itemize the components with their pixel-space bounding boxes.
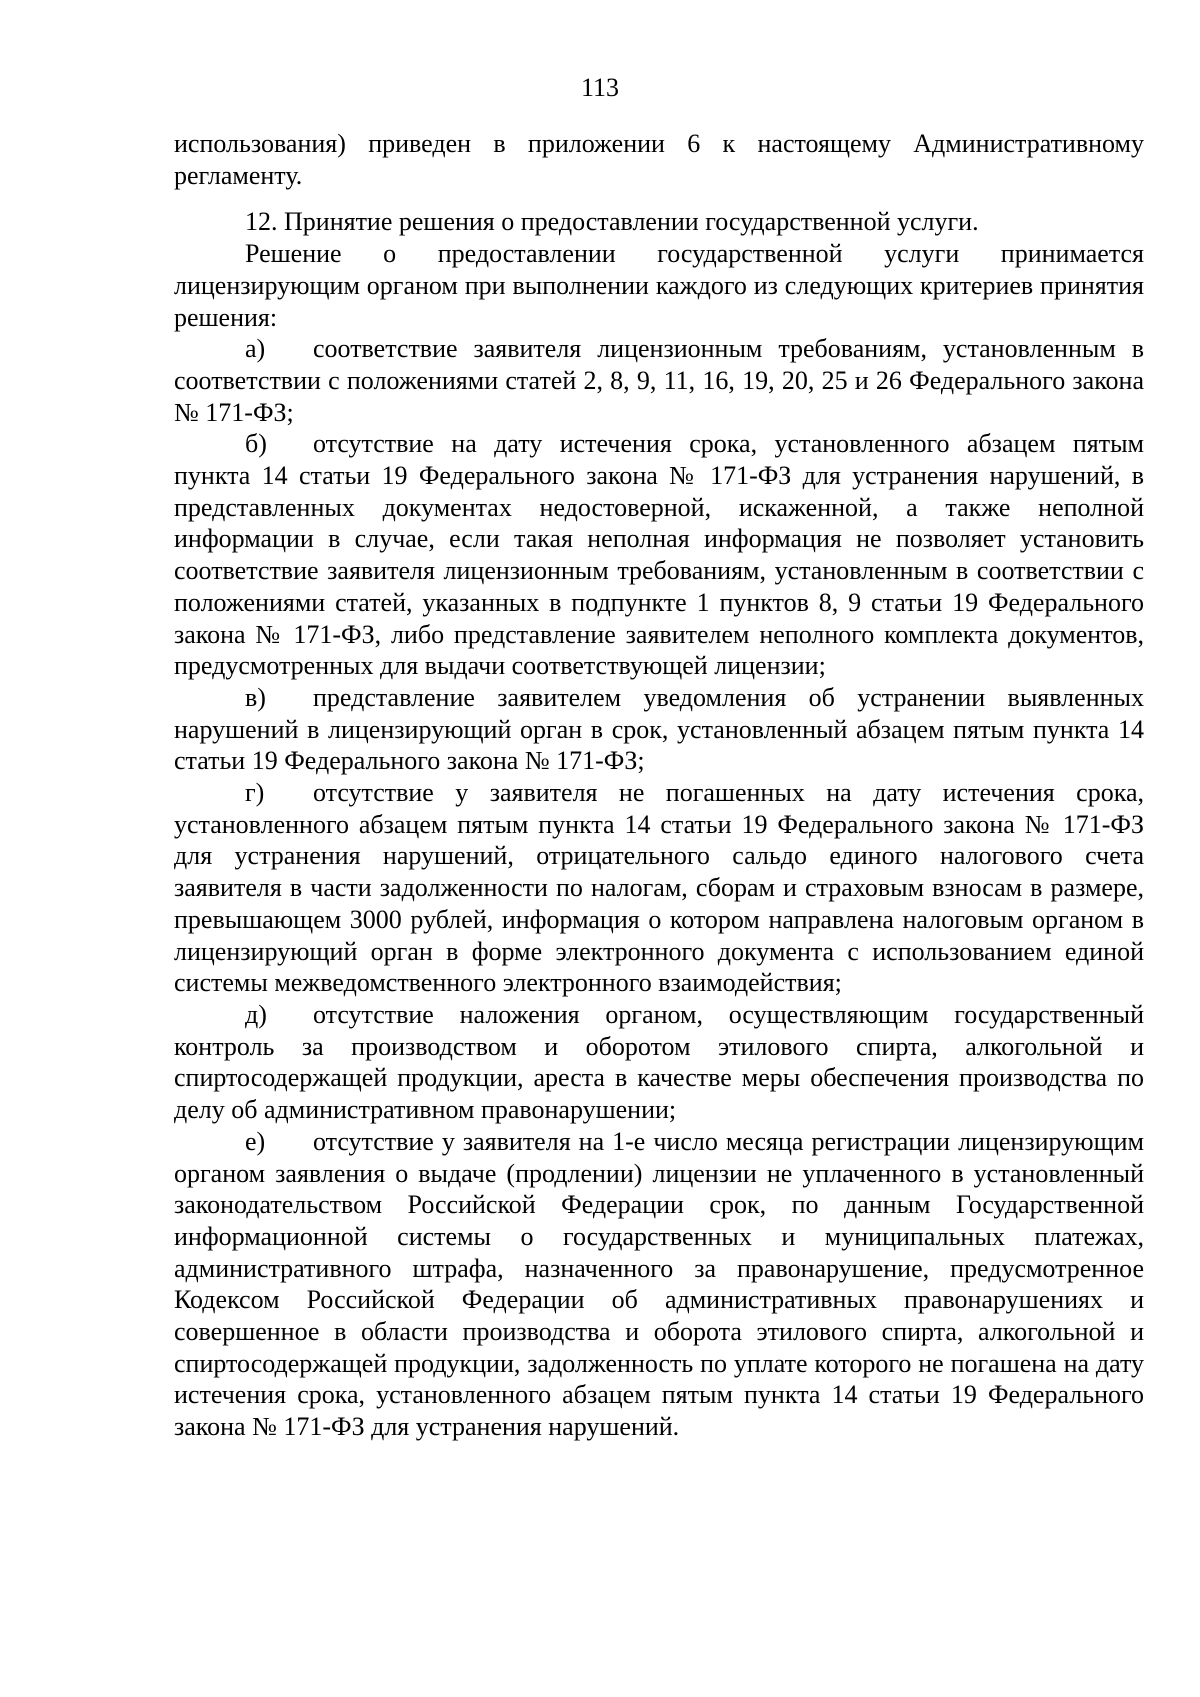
criterion-text: отсутствие наложения органом, осуществляющим государственный контроль за производством и оборотом этилового спирта, алкогольной и спиртосодержащей продукции, ареста в качестве меры обеспечения производства по делу об административном правонарушении; [174,999,1144,1125]
lead-paragraph: Решение о предоставлении государственной услуги принимается лицензирующим органом при выполнении каждого из следующих критериев принятия решения: [174,239,1144,332]
continuation-paragraph: использования) приведен в приложении 6 к настоящему Административному регламенту. [174,129,1144,190]
criterion-text: отсутствие у заявителя не погашенных на дату истечения срока, установленного абзацем пятым пункта 14 статьи 19 Федерального закона № 171-ФЗ для устранения нарушений, отрицательного сальдо единого налогового счета заявителя в части задолженности по налогам, сборам и страховым взносам в размере, превышающем 3000 рублей, информация о котором направлена налоговым органом в лицензирующий орган в форме электронного документа с использованием единой системы межведомственного электронного взаимодействия; [174,778,1144,998]
criterion-letter: а) [245,334,266,364]
criterion-text: отсутствие у заявителя на 1-е число месяца регистрации лицензирующим органом заявления о выдаче (продлении) лицензии не уплаченного в установленный законодательством Российской Федерации срок, по данным Государственной информационной системы о государственных и муниципальных платежах, административного штрафа, назначенного за правонарушение, предусмотренное Кодексом Российской Федерации об административных правонарушениях и совершенное в области производства и оборота этилового спирта, алкогольной и спиртосодержащей продукции, задолженность по уплате которого не погашена на дату истечения срока, установленного абзацем пятым пункта 14 статьи 19 Федерального закона № 171-ФЗ для устранения нарушений. [174,1126,1144,1442]
criterion-letter: е) [245,1126,266,1156]
body-text [174,128,1144,1443]
criterion-letter: д) [245,999,267,1029]
criterion-item [174,777,1144,999]
criterion-text: представление заявителем уведомления об устранении выявленных нарушений в лицензирующий орган в срок, установленный абзацем пятым пункта 14 статьи 19 Федерального закона № 171-ФЗ; [174,682,1144,776]
criterion-letter: в) [245,682,266,712]
criterion-text: соответствие заявителя лицензионным требованиям, установленным в соответствии с положениями статей 2, 8, 9, 11, 16, 19, 20, 25 и 26 Федерального закона № 171-ФЗ; [174,334,1144,427]
criterion-item [174,428,1144,682]
section-heading: 12. Принятие решения о предоставлении государственной услуги. [245,207,979,237]
page-number: 113 [580,73,620,102]
criterion-item [174,1126,1144,1443]
criteria-list [174,333,1144,1443]
criterion-item [174,682,1144,777]
criterion-item [174,999,1144,1126]
criterion-item [174,333,1144,428]
criterion-text: отсутствие на дату истечения срока, установленного абзацем пятым пункта 14 статьи 19 Федерального закона № 171-ФЗ для устранения нарушений, в представленных документах недостоверной, искаженной, а также неполной информации в случае, если такая неполная информация не позволяет установить соответствие заявителя лицензионным требованиям, установленным в соответствии с положениями статей, указанных в подпункте 1 пунктов 8, 9 статьи 19 Федерального закона № 171-ФЗ, либо представление заявителем неполного комплекта документов, предусмотренных для выдачи соответствующей лицензии; [174,429,1144,681]
criterion-letter: б) [245,429,267,459]
criterion-letter: г) [245,778,265,808]
